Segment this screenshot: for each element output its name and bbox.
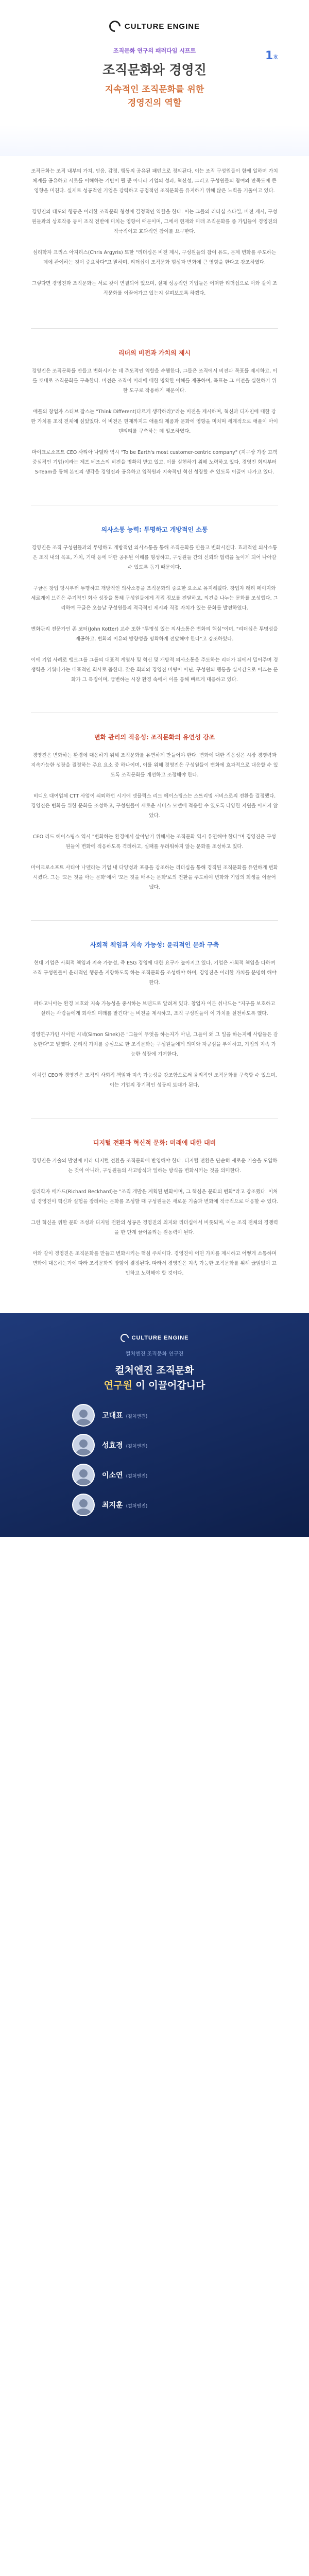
researcher-item	[72, 1464, 237, 1486]
researcher-name: 이소연	[102, 1471, 123, 1480]
researcher-name: 최지훈	[102, 1501, 123, 1510]
section-title: 의사소통 능력: 투명하고 개방적인 소통	[101, 526, 208, 533]
intro-section	[0, 156, 309, 315]
brand-name: CULTURE ENGINE	[124, 22, 200, 31]
brand-mark-icon	[118, 1332, 130, 1344]
series-title: 조직문화 연구의 패러다임 시프트	[113, 47, 196, 54]
section-paragraph: 구글은 창업 당시부터 투명하고 개방적인 의사소통을 조직문화의 중요한 요소로 유지해왔다. 창업자 래리 페이지와 세르게이 브린은 주기적인 회사 성장을 통해 구성원들에게 직접 정보를 전달하고, 의견을 나누는 문화를 조성했다. 그리하여 구글은 오늘날 구성원들의 적극적인 제시와 직접 자치가 있는 문화를 발전하였다.	[31, 586, 278, 611]
researcher-name: 고대표	[102, 1412, 123, 1420]
researcher-list	[72, 1404, 237, 1516]
section-paragraph: 변화관리 전문가인 존 코터(John Kotter) 교수 또한 "투명성 있는 의사소통은 변화의 핵심"이며, "리더십은 투명성을 제공하고, 변화의 이유와 방향성을 명확하게 전달해야 한다"고 강조하였다.	[31, 626, 278, 642]
banner-brand-name: CULTURE ENGINE	[131, 1335, 189, 1341]
section-paragraph: 이에 기업 사례로 뱅크그룹 그룹의 대표적 계열사 및 혁신 및 개방적 의사소통을 주도하는 리더가 뒤에서 밀어주며 경쟁력을 키워나가는 대표적인 회사로 꼽힌다. 잦은 회의와 경영진 미팅이 아닌, 구성원의 행동을 실시간으로 이끄는 문화가 그 특징이며, 급변하는 시장 환경 속에서 이를 통해 빠르게 대응하고 있다.	[31, 657, 278, 683]
intro-paragraph: 그렇다면 경영진과 조직문화는 서로 갖이 연결되어 있으며, 실제 성공적인 기업들은 어떠한 리더십으로 이와 같이 조직문화를 이끌어가고 있는지 살펴보도록 하겠다.	[31, 281, 278, 296]
avatar	[72, 1464, 95, 1486]
researcher-affiliation: (컬처엔진)	[126, 1504, 148, 1509]
researcher-item	[72, 1404, 237, 1427]
avatar	[72, 1494, 95, 1516]
banner-tag: 컬처엔진 조직문화 연구진	[125, 1351, 184, 1357]
researcher-item	[72, 1434, 237, 1456]
section-title: 변화 관리의 적응성: 조직문화의 유연성 강조	[94, 734, 215, 741]
section-paragraph: 경영진은 조직문화를 만들고 변화시키는 데 주도적인 역할을 수행한다. 그들은 조직에서 비전과 목표를 제시하고, 이를 토대로 조직문화를 구축한다. 비전은 조직이 미래에 대한 명확한 이해를 제공하며, 목표는 그 비전을 실현하기 위한 도구로 작용하기 때문이다.	[31, 368, 278, 394]
section-paragraph: 비디오 대여업체 CTT 사업이 쇠퇴하던 시기에 넷플릭스 리드 헤이스팅스는 스트리밍 서비스로의 전환을 결정했다. 경영진은 변화를 위한 문화를 조성하고, 구성원들이 새로운 서비스 모델에 적응할 수 있도록 다양한 지원을 아끼지 않았다.	[31, 793, 278, 819]
researchers-banner	[0, 1313, 309, 1537]
section-vision	[0, 334, 309, 492]
header	[0, 0, 309, 125]
section-title: 사회적 책임과 지속 가능성: 윤리적인 문화 구축	[90, 941, 219, 948]
section-paragraph: 경영진은 조직 구성원들과의 투명하고 개방적인 의사소통을 통해 조직문화를 만들고 변화시킨다. 효과적인 의사소통은 조직 내의 목표, 가치, 기대 등에 대한 공유된 이해를 형성하고, 구성원들 간의 신뢰와 협력을 높이게 되어 나아갈 수 있도록 돕기 때문이다.	[31, 545, 278, 570]
intro-paragraph: 조직문화는 조직 내부의 가치, 믿음, 감정, 행동의 공유된 패턴으로 정의된다. 이는 조직 구성원들이 함께 일하며 가치 체계를 공유하고 서로를 이해하는 기반이 될 뿐 아니라 기업의 성과, 혁신성, 그리고 구성원들의 참여와 만족도에 큰 영향을 미친다. 실제로 성공적인 기업은 강력하고 긍정적인 조직문화를 유지하기 위해 많은 노력을 기울이고 있다.	[31, 168, 278, 194]
avatar	[72, 1434, 95, 1456]
section-paragraph: 이처럼 CEO와 경영진은 조직의 사회적 책임과 지속 가능성을 강조함으로써 윤리적인 조직문화를 구축할 수 있으며, 이는 기업의 장기적인 성공의 토대가 된다.	[32, 1073, 277, 1088]
page-subtitle: 지속적인 조직문화를 위한 경영진의 역할	[105, 84, 204, 108]
brand-mark-icon	[107, 18, 123, 34]
banner-brand-logo[interactable]	[0, 1334, 309, 1342]
section-paragraph: 그런 혁신을 위한 문화 조성과 디지털 전환의 성공은 경영진의 의지와 리더십에서 비롯되며, 이는 조직 전체의 경쟁력을 한 단계 끌어올리는 원동력이 된다.	[31, 1220, 278, 1235]
header-decoration	[0, 125, 309, 156]
section-digital-transformation	[0, 1124, 309, 1293]
section-title: 디지털 전환과 혁신적 문화: 미래에 대한 대비	[93, 1139, 216, 1146]
section-paragraph: 현대 기업은 사회적 책임과 지속 가능성, 즉 ESG 경영에 대한 요구가 높아지고 있다. 기업은 사회적 책임을 다하며 조직 구성원들이 윤리적인 행동을 지향하도록 하는 조직문화를 조성해야 하며, 경영진은 이러한 가치를 분명히 해야 한다.	[32, 960, 277, 986]
issue-number: 1호	[265, 49, 278, 62]
section-paragraph: 심리학자 베카드(Richard Beckhard)는 "조직 개발은 계획된 변화이며, 그 핵심은 문화의 변화"라고 강조했다. 이처럼 경영진이 혁신과 실험을 장려하는 문화를 조성할 때 구성원들은 새로운 기술과 변화에 적극적으로 대응할 수 있다.	[31, 1189, 278, 1205]
section-paragraph: CEO 리드 헤이스팅스 역시 "변화하는 환경에서 살아남기 위해서는 조직문화 역시 유연해야 한다"며 경영진은 구성원들이 변화에 적응하도록 격려하고, 실패를 두려워하지 않는 문화를 조성하고 있다.	[33, 834, 276, 850]
section-change-management	[0, 718, 309, 907]
page-title: 조직문화와 경영진	[102, 62, 207, 77]
section-title: 리더의 비전과 가치의 제시	[118, 349, 191, 357]
section-divider	[31, 920, 278, 921]
researcher-affiliation: (컬처엔진)	[126, 1414, 148, 1419]
intro-paragraph: 경영진의 태도와 행동은 이러한 조직문화 형성에 결정적인 역할을 한다. 이는 그들의 리더십 스타일, 비전 제시, 구성원들과의 상호작용 등이 조직 전반에 미치는 영향이 때문이며, 그에서 현재와 미래 조직문화를 좀 가입들이 경영진의 적극적이고 효과적인 참여를 요구한다.	[31, 209, 278, 234]
banner-title: 컬처엔진 조직문화 연구원 이 이끌어갑니다	[104, 1365, 205, 1391]
section-communication	[0, 511, 309, 699]
section-social-responsibility	[0, 926, 309, 1105]
section-paragraph: 이와 같이 경영진은 조직문화를 만들고 변화시키는 핵심 주체이다. 경영진이 어떤 가치를 제시하고 어떻게 소통하며 변화에 대응하는가에 따라 조직문화의 방향이 결정된다. 따라서 경영진은 지속 가능한 조직문화를 위해 끊임없이 고민하고 노력해야 할 것이다.	[32, 1251, 277, 1276]
researcher-affiliation: (컬처엔진)	[126, 1444, 148, 1449]
avatar	[72, 1404, 95, 1427]
section-paragraph: 애플의 창업자 스티브 잡스는 "Think Different(다르게 생각하라)"라는 비전을 제시하며, 혁신과 디자인에 대한 강한 가치를 조직 전체에 심었었다. 이 비전은 현재까지도 애플의 제품과 문화에 영향을 미치며 세계적으로 애플이 아이덴티티를 구축하는 데 일조하였다.	[31, 409, 278, 434]
section-divider	[31, 328, 278, 329]
intro-paragraph: 심리학자 크리스 아지리스(Chris Argyris) 또한 "리더십은 비전 제시, 구성원들의 참여 유도, 문제 변화를 주도하는 데에 관여하는 것이 중요하다"고 말하며, 리더십이 조직문화 형성과 변화에 큰 영향을 한다고 강조하였다.	[32, 250, 277, 265]
researcher-affiliation: (컬처엔진)	[126, 1474, 148, 1479]
section-paragraph: 마이크로소프트 CEO 사티아 나델라 역시 "To be Earth's most customer-centric company" (지구상 가장 고객 중심적인 기업)이라는 제프 베조스의 비전을 명확히 받고 있고, 이를 실현하기 위해 노력하고 있다. 경영진 회의부터 S-Team을 통해 본인의 생각을 경영진과 공유하고 임직원과 지속적인 혁신 성장할 수 있도록 이끌어 나가고 있다.	[31, 450, 278, 475]
section-paragraph: 경영진은 변화하는 환경에 대응하기 위해 조직문화를 유연하게 만들어야 한다. 변화에 대한 적응성은 시장 경쟁력과 지속가능한 성장을 결정하는 주요 요소 중 하나이며, 이를 위해 경영진은 구성원들이 변화에 효과적으로 대응할 수 있도록 조직문화를 개선하고 조정해야 한다.	[31, 753, 278, 778]
researcher-item	[72, 1494, 237, 1516]
section-paragraph: 경영연구가인 사이먼 시넥(Simon Sinek)은 "그들이 무엇을 하는지가 아닌, 그들이 왜 그 일을 하는지에 사람들은 감동한다"고 말했다. 윤리적 가치를 중심으로 한 조직문화는 구성원들에게 의미와 자긍심을 부여하고, 기업의 지속 가능한 성장에 기여한다.	[31, 1032, 278, 1057]
section-paragraph: 마이크로소프트 사티아 나델라는 기업 내 다양성과 포용을 강조하는 리더십을 통해 경직된 조직문화를 유연하게 변화시켰다. 그는 '모든 것을 아는 문화'에서 '모든 것을 배우는 문화'로의 전환을 주도하여 변화와 기업의 회생을 이끌어냈다.	[31, 865, 278, 890]
researcher-name: 성효경	[102, 1442, 123, 1450]
brand-logo[interactable]	[26, 21, 283, 32]
section-paragraph: 경영진은 기술의 발전에 따라 디지털 전환을 조직문화에 반영해야 한다. 디지털 전환은 단순히 새로운 기술을 도입하는 것이 아니라, 구성원들의 사고방식과 일하는 방식을 변화시키는 것을 의미한다.	[31, 1158, 278, 1174]
section-paragraph: 파타고니아는 환경 보호와 지속 가능성을 중시하는 브랜드로 알려져 있다. 창업자 이본 쉬나드는 "지구를 보호하고 살리는 사람들에게 회사의 미래를 맡긴다"는 비전을 제시하고, 조직 구성원들이 이 가치를 실천하도록 했다.	[33, 1001, 276, 1016]
